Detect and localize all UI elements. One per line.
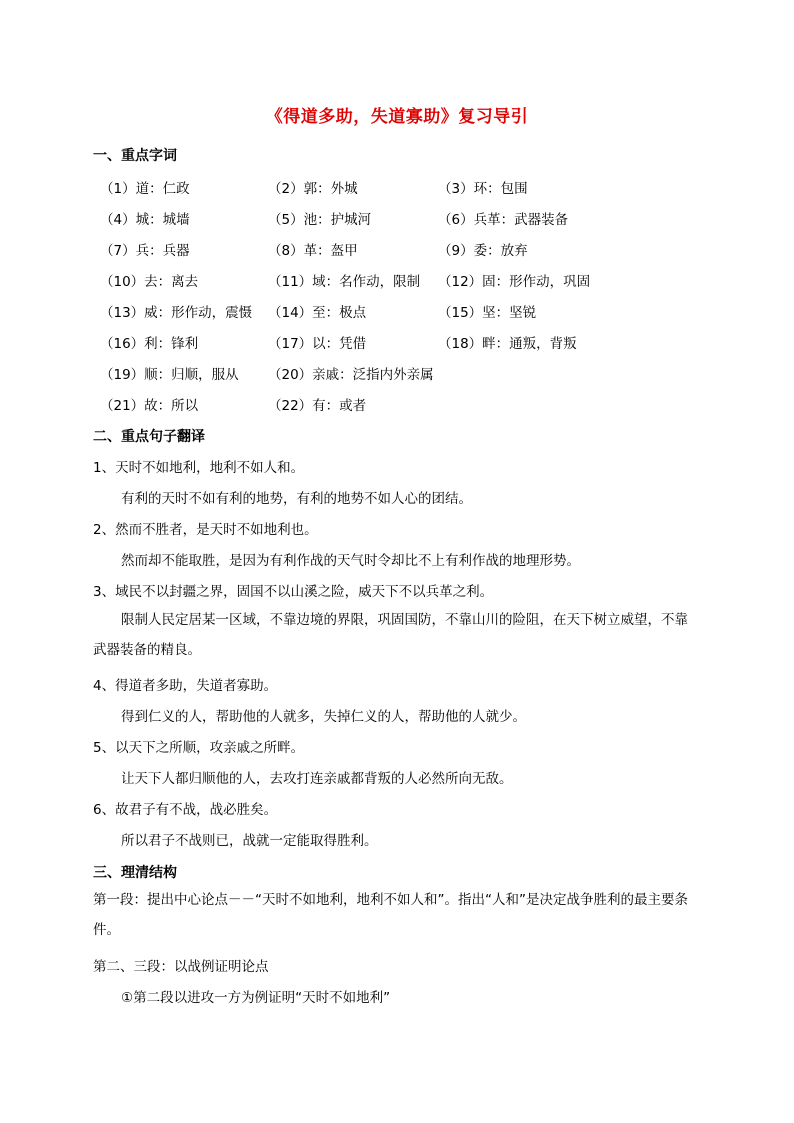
vocab-row — [100, 326, 598, 357]
structure-paragraph-2: 第二、三段：以战例证明论点 — [93, 959, 269, 975]
vocab-row — [100, 388, 598, 419]
sentence-item: 5、以天下之所顺，攻亲戚之所畔。 — [93, 740, 305, 756]
vocab-item: （10）去：离去 — [100, 273, 199, 290]
vocab-item: （3）环：包围 — [438, 180, 528, 197]
sentence-translation: 让天下人都归顺他的人，去攻打连亲戚都背叛的人必然所向无敌。 — [121, 771, 513, 787]
vocab-item: （1）道：仁政 — [100, 180, 190, 197]
structure-paragraph-3: ①第二段以进攻一方为例证明“天时不如地利” — [121, 990, 391, 1006]
sentence-translation: 有利的天时不如有利的地势，有利的地势不如人心的团结。 — [121, 491, 472, 507]
vocab-item: （13）威：形作动，震慑 — [100, 304, 253, 321]
vocab-row — [100, 202, 598, 233]
sentence-translation: 然而却不能取胜，是因为有利作战的天气时令却比不上有利作战的地理形势。 — [121, 553, 580, 569]
sentence-item: 6、故君子有不战，战必胜矣。 — [93, 802, 278, 818]
vocab-item: （7）兵：兵器 — [100, 242, 190, 259]
vocab-item: （2）郭：外城 — [268, 180, 358, 197]
sentence-translation: 得到仁义的人，帮助他的人就多，失掉仁义的人，帮助他的人就少。 — [121, 709, 526, 725]
vocab-item: （11）域：名作动，限制 — [268, 273, 421, 290]
vocab-row — [100, 233, 598, 264]
vocab-item: （18）畔：通叛，背叛 — [438, 335, 577, 352]
vocab-item: （9）委：放弃 — [438, 242, 528, 259]
vocab-item: （8）革：盔甲 — [268, 242, 358, 259]
vocab-item: （5）池：护城河 — [268, 211, 372, 228]
sentence-translation: 限制人民定居某一区域，不靠边境的界限，巩固国防，不靠山川的险阻，在天下树立威望，不靠武器装备的精良。 — [93, 612, 688, 658]
section-heading-translation: 二、重点句子翻译 — [93, 429, 205, 445]
section-heading-key-words: 一、重点字词 — [93, 148, 177, 164]
section-heading-structure: 三、理清结构 — [93, 865, 177, 881]
vocab-table — [100, 171, 598, 419]
vocab-item: （17）以：凭借 — [268, 335, 367, 352]
vocab-item: （12）固：形作动，巩固 — [438, 273, 591, 290]
vocab-row — [100, 264, 598, 295]
vocab-item: （21）故：所以 — [100, 397, 199, 414]
vocab-item: （14）至：极点 — [268, 304, 367, 321]
vocab-row — [100, 171, 598, 202]
vocab-item: （15）坚：坚锐 — [438, 304, 537, 321]
sentence-item: 4、得道者多助，失道者寡助。 — [93, 678, 278, 694]
sentence-item: 2、然而不胜者，是天时不如地利也。 — [93, 522, 318, 538]
vocab-item: （19）顺：归顺，服从 — [100, 366, 239, 383]
document-title: 《得道多助，失道寡助》复习导引 — [265, 107, 529, 127]
vocab-item: （16）利：锋利 — [100, 335, 199, 352]
vocab-item: （4）城：城墙 — [100, 211, 190, 228]
sentence-item: 1、天时不如地利，地利不如人和。 — [93, 460, 305, 476]
vocab-item: （6）兵革：武器装备 — [438, 211, 569, 228]
sentence-translation: 所以君子不战则已，战就一定能取得胜利。 — [121, 833, 378, 849]
vocab-item: （22）有：或者 — [268, 397, 367, 414]
vocab-row — [100, 295, 598, 326]
sentence-item: 3、域民不以封疆之界，固国不以山溪之险，威天下不以兵革之利。 — [93, 584, 494, 600]
structure-paragraph-1: 第一段：提出中心论点－－“天时不如地利，地利不如人和”。指出“人和”是决定战争胜利的最主要条件。 — [93, 892, 688, 938]
vocab-item: （20）亲戚：泛指内外亲属 — [268, 366, 434, 383]
vocab-row — [100, 357, 598, 388]
